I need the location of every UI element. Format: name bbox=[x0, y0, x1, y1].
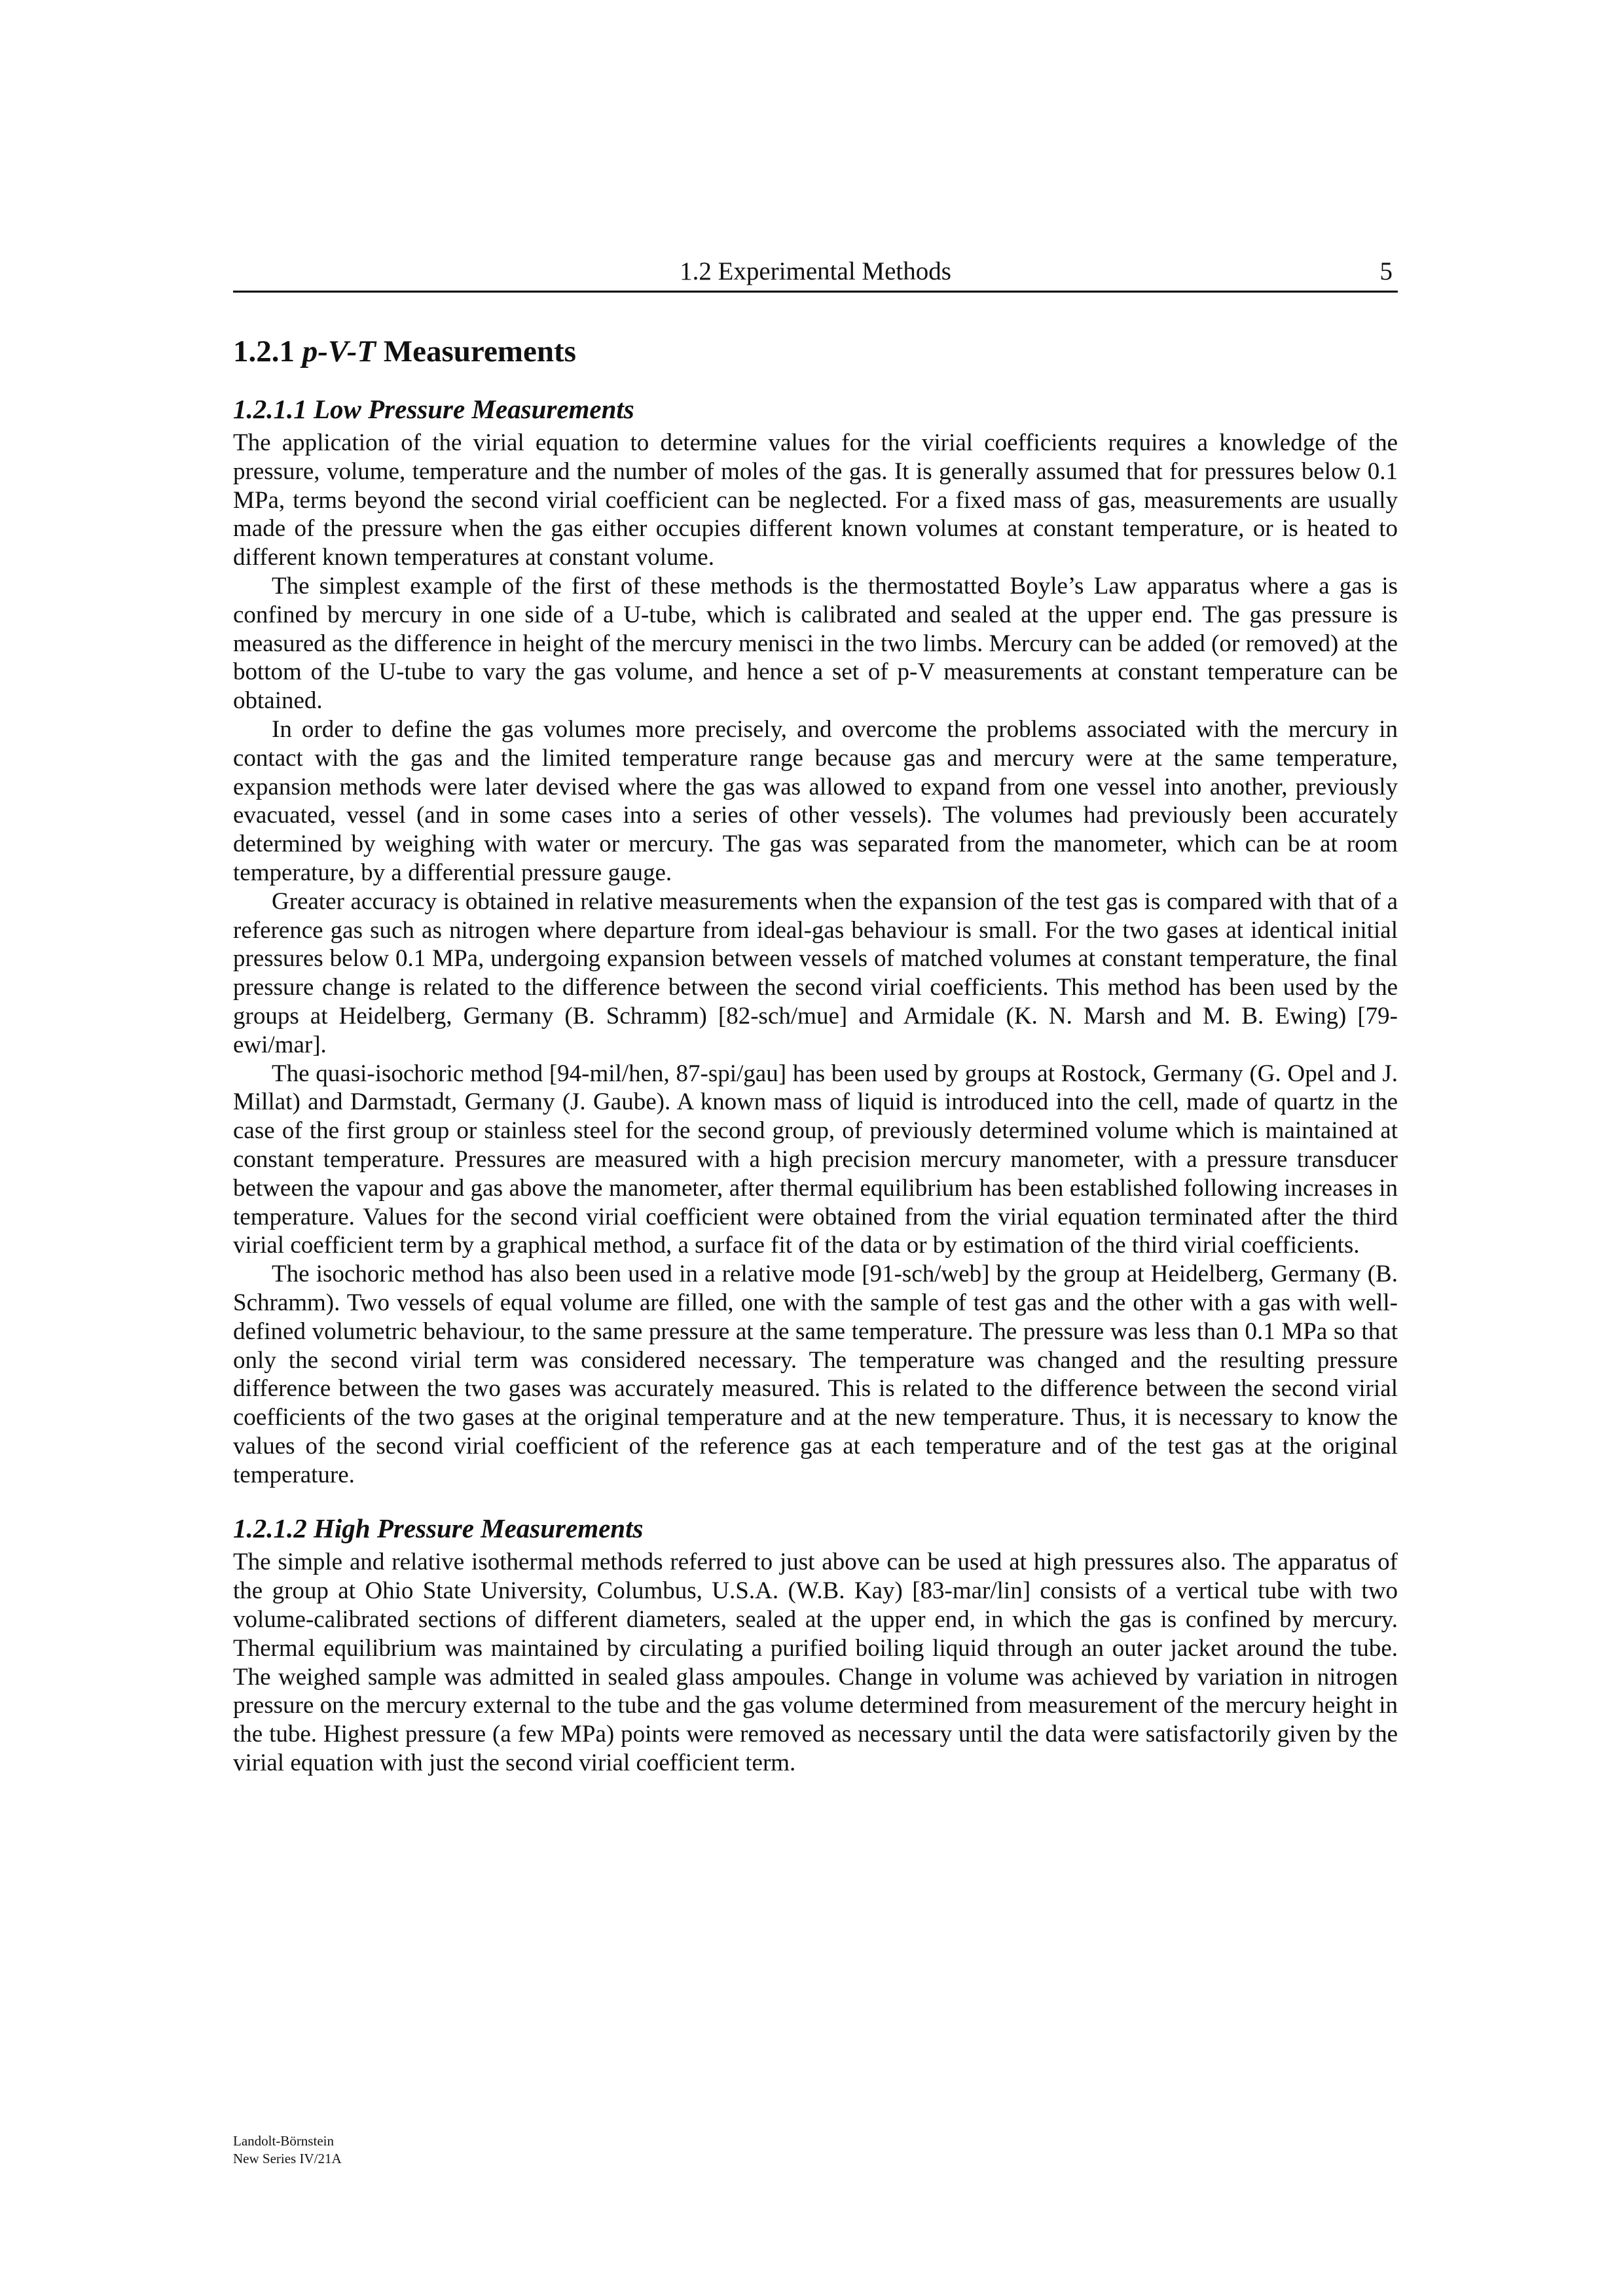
paragraph: The isochoric method has also been used in a relative mode [91-sch/web] by the group at Heidelberg, Germany (B. Schramm). Two vessels of equal volume are filled, one with the sample of test gas and the other with a gas with well-defined volumetric behaviour, to the same pressure at the same temperature. The pressure was less than 0.1 MPa so that only the second virial term was considered necessary. The temperature was changed and the resulting pressure difference between the two gases was accurately measured. This is related to the difference between the second virial coefficients of the two gases at the original temperature and at the new temperature. Thus, it is necessary to know the values of the second virial coefficient of the reference gas at each temperature and of the test gas at the original temperature. bbox=[233, 1261, 1398, 1488]
section-number: 1.2.1 bbox=[233, 334, 295, 368]
subsection-heading-low-pressure: 1.2.1.1 Low Pressure Measurements bbox=[233, 394, 634, 424]
paragraph: The simplest example of the first of these methods is the thermostatted Boyle’s Law apparatus where a gas is confined by mercury in one side of a U-tube, which is calibrated and sealed at the upper end. The gas pressure is measured as the difference in height of the mercury menisci in the two limbs. Mercury can be added (or removed) at the bottom of the U-tube to vary the gas volume, and hence a set of p-V measurements at constant temperature can be obtained. bbox=[233, 572, 1398, 715]
page-number: 5 bbox=[1379, 257, 1393, 285]
footer-series-info bbox=[233, 2132, 342, 2168]
footer-line-series: New Series IV/21A bbox=[233, 2151, 342, 2166]
section-title-rest: Measurements bbox=[383, 334, 576, 368]
paragraph: In order to define the gas volumes more precisely, and overcome the problems associated with the mercury in contact with the gas and the limited temperature range because gas and mercury were at the same temperature, expansion methods were later devised where the gas was allowed to expand from one vessel into another, previously evacuated, vessel (and in some cases into a series of other vessels). The volumes had previously been accurately determined by weighing with water or mercury. The gas was separated from the manometer, which can be at room temperature, by a differential pressure gauge. bbox=[233, 715, 1398, 886]
footer-line-publisher: Landolt-Börnstein bbox=[233, 2133, 334, 2149]
running-header bbox=[233, 254, 1398, 293]
paragraph: The quasi-isochoric method [94-mil/hen, 87-spi/gau] has been used by groups at Rostock, Germany (G. Opel and J. Millat) and Darmstadt, Germany (J. Gaube). A known mass of liquid is introduced into the cell, made of quartz in the case of the first group or stainless steel for the second group, of previously determined volume which is maintained at constant temperature. Pressures are measured with a high precision mercury manometer, with a pressure transducer between the vapour and gas above the manometer, after thermal equilibrium has been established following increases in temperature. Values for the second virial coefficient were obtained from the virial equation terminated after the third virial coefficient term by a graphical method, a surface fit of the data or by estimation of the third virial coefficients. bbox=[233, 1060, 1398, 1259]
section-heading bbox=[233, 331, 1398, 372]
subsection-heading-high-pressure: 1.2.1.2 High Pressure Measurements bbox=[233, 1513, 644, 1544]
main-content bbox=[233, 331, 1398, 1778]
paragraph: Greater accuracy is obtained in relative measurements when the expansion of the test gas is compared with that of a reference gas such as nitrogen where departure from ideal-gas behaviour is small. For the two gases at identical initial pressures below 0.1 MPa, undergoing expansion between vessels of matched volumes at constant temperature, the final pressure change is related to the difference between the second virial coefficients. This method has been used by the groups at Heidelberg, Germany (B. Schramm) [82-sch/mue] and Armidale (K. N. Marsh and M. B. Ewing) [79-ewi/mar]. bbox=[233, 888, 1398, 1058]
paragraph: The application of the virial equation to determine values for the virial coefficients requires a knowledge of the pressure, volume, temperature and the number of moles of the gas. It is generally assumed that for pressures below 0.1 MPa, terms beyond the second virial coefficient can be neglected. For a fixed mass of gas, measurements are usually made of the pressure when the gas either occupies different known volumes at constant temperature, or is heated to different known temperatures at constant volume. bbox=[233, 429, 1398, 571]
section-title-italic: p-V-T bbox=[302, 334, 376, 368]
paragraph: The simple and relative isothermal methods referred to just above can be used at high pressures also. The apparatus of the group at Ohio State University, Columbus, U.S.A. (W.B. Kay) [83-mar/lin] consists of a vertical tube with two volume-calibrated sections of different diameters, sealed at the upper end, in which the gas is confined by mercury. Thermal equilibrium was maintained by circulating a purified boiling liquid through an outer jacket around the tube. The weighed sample was admitted in sealed glass ampoules. Change in volume was achieved by variation in nitrogen pressure on the mercury external to the tube and the gas volume determined from measurement of the mercury height in the tube. Highest pressure (a few MPa) points were removed as necessary until the data were satisfactorily given by the virial equation with just the second virial coefficient term. bbox=[233, 1549, 1398, 1777]
running-header-title: 1.2 Experimental Methods bbox=[680, 257, 951, 285]
